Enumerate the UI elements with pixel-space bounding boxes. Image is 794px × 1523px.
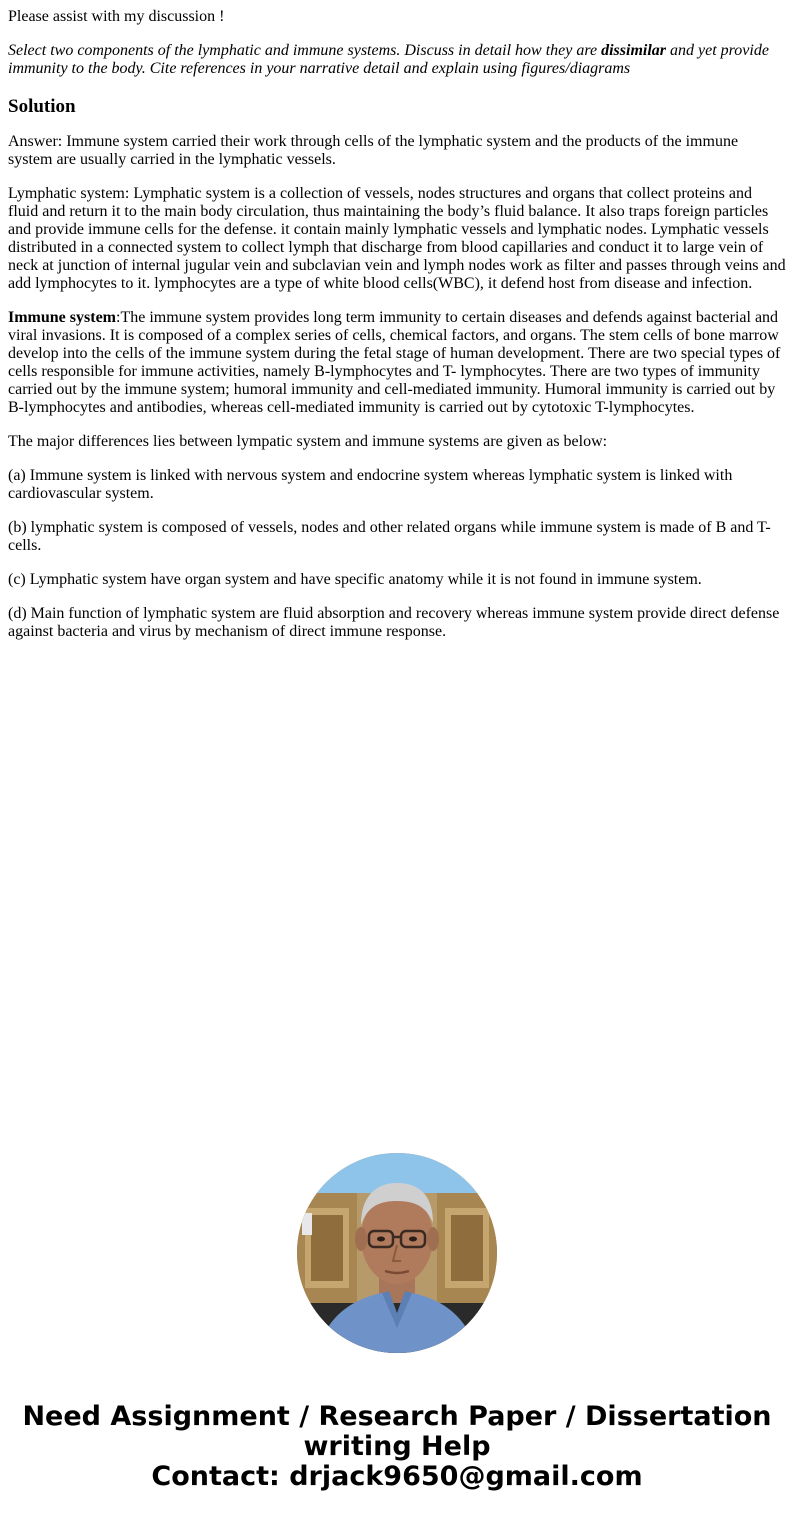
question-text [8,42,786,78]
question-emphasis: dissimilar [601,42,666,59]
promo-banner [0,1402,794,1492]
difference-item-b: (b) lymphatic system is composed of vessels, nodes and other related organs while immune system is made of B and T-cells. [8,519,771,554]
immune-text: :The immune system provides long term immunity to certain diseases and defends against bacterial and viral invasions. It is composed of a complex series of cells, chemical factors, and organs. The stem cells of bone marrow develop into the cells of the immune system during the fetal stage of human development. There are two special types of cells responsible for immune activities, namely B-lymphocytes and T- lymphocytes. There are two types of immunity carried out by the immune system; humoral immunity and cell-mediated immunity. Humoral immunity is carried out by B-lymphocytes and antibodies, whereas cell-mediated immunity is carried out by cytotoxic T-lymphocytes. [8,309,781,416]
immune-paragraph [8,309,786,417]
solution-heading: Solution [8,96,76,117]
promo-line-1: Need Assignment / Research Paper / Dissertation [22,1401,772,1432]
differences-intro: The major differences lies between lympatic system and immune systems are given as below: [8,433,608,450]
answer-paragraph: Answer: Immune system carried their work through cells of the lymphatic system and the products of the immune system are usually carried in the lymphatic vessels. [8,133,739,168]
lymphatic-paragraph: Lymphatic system: Lymphatic system is a collection of vessels, nodes structures and organs that collect proteins and fluid and return it to the main body circulation, thus maintaining the body’s fluid balance. It also traps foreign particles and provide immune cells for the defense. it contain mainly lymphatic vessels and lymphatic nodes. Lymphatic vessels distributed in a connected system to collect lymph that discharge from blood capillaries and conduct it to large vein of neck at junction of internal jugular vein and subclavian vein and lymph nodes work as filter and passes through veins and add lymphocytes to it. lymphocytes are a type of white blood cells(WBC), it defend host from disease and infection. [8,185,786,292]
difference-item-c: (c) Lymphatic system have organ system and have specific anatomy while it is not found in immune system. [8,571,702,588]
author-avatar [297,1153,497,1353]
document-body [8,8,786,657]
question-part1: Select two components of the lymphatic and immune systems. Discuss in detail how they are [8,42,602,59]
question-part2: and yet provide immunity to the body. Cite references in your narrative detail and explain using figures/diagrams [8,42,769,77]
promo-line-2: writing Help [303,1431,491,1462]
promo-contact: Contact: drjack9650@gmail.com [151,1461,643,1492]
difference-item-a: (a) Immune system is linked with nervous system and endocrine system whereas lymphatic system is linked with cardiovascular system. [8,467,733,502]
immune-label: Immune system [8,309,116,326]
difference-item-d: (d) Main function of lymphatic system are fluid absorption and recovery whereas immune system provide direct defense against bacteria and virus by mechanism of direct immune response. [8,605,780,640]
author-portrait [297,1153,497,1353]
request-text: Please assist with my discussion ! [8,8,225,25]
